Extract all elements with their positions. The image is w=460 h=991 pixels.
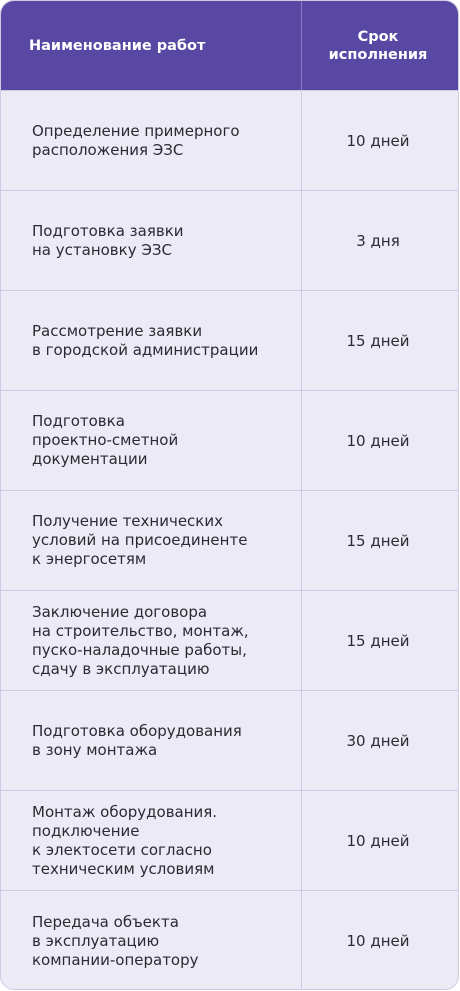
work-cell: Монтаж оборудования. подключение к электосети согласно техническим условиям [1, 791, 302, 890]
header-work-name: Наименование работ [1, 1, 302, 90]
work-cell: Подготовка проектно-сметной документации [1, 391, 302, 490]
term-cell: 15 дней [346, 331, 410, 350]
work-cell: Подготовка оборудования в зону монтажа [1, 691, 302, 790]
header-deadline: Срок исполнения [328, 28, 428, 63]
table-row [1, 90, 458, 190]
work-cell: Получение технических условий на присоединенте к энергосетям [1, 491, 302, 590]
table-row [1, 290, 458, 390]
term-cell: 3 дня [356, 231, 400, 250]
work-cell: Определение примерного расположения ЭЗС [1, 91, 302, 190]
work-cell: Подготовка заявки на установку ЭЗС [1, 191, 302, 290]
term-cell: 10 дней [346, 131, 410, 150]
table-row [1, 590, 458, 690]
term-cell: 30 дней [346, 731, 410, 750]
table-row [1, 190, 458, 290]
term-cell: 15 дней [346, 631, 410, 650]
term-cell: 10 дней [346, 831, 410, 850]
work-cell: Передача объекта в эксплуатацию компании-оператору [1, 891, 302, 990]
table-row [1, 690, 458, 790]
work-cell: Рассмотрение заявки в городской администрации [1, 291, 302, 390]
table-row [1, 490, 458, 590]
term-cell: 15 дней [346, 531, 410, 550]
table-row [1, 890, 458, 990]
table-header [1, 1, 458, 90]
term-cell: 10 дней [346, 932, 410, 950]
table-row [1, 790, 458, 890]
work-cell: Заключение договора на строительство, монтаж, пуско-наладочные работы, сдачу в эксплуатацию [1, 591, 302, 690]
term-cell: 10 дней [346, 431, 410, 450]
table-row [1, 390, 458, 490]
